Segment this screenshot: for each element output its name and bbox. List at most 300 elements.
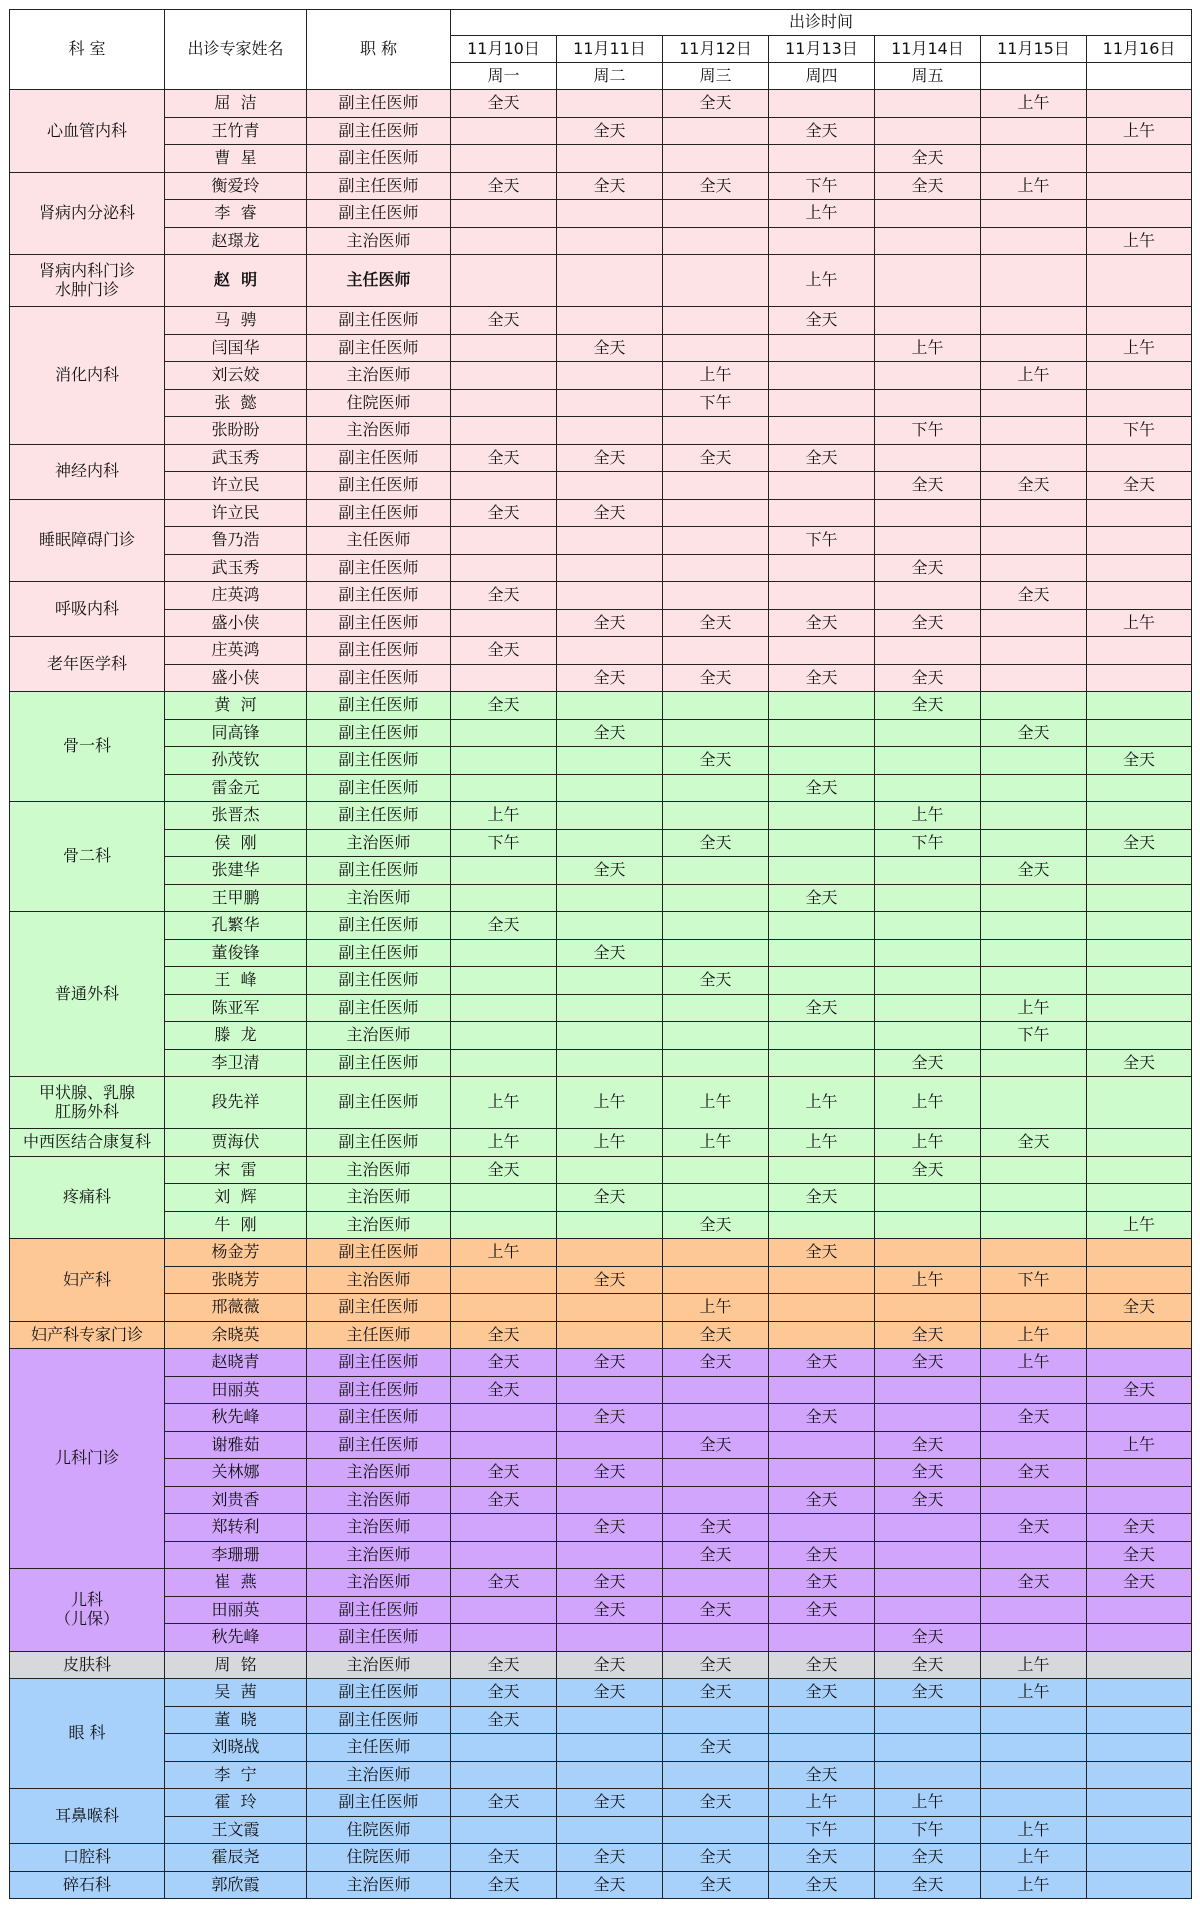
- doctor-title-cell: 副主任医师: [307, 444, 451, 472]
- schedule-cell: [875, 912, 981, 940]
- schedule-cell: 全天: [769, 1596, 875, 1624]
- schedule-cell: [1087, 255, 1192, 307]
- schedule-cell: 全天: [663, 1321, 769, 1349]
- doctor-name-cell: 周 铭: [165, 1651, 307, 1679]
- schedule-cell: 全天: [875, 554, 981, 582]
- schedule-cell: [451, 362, 557, 390]
- schedule-cell: [875, 1404, 981, 1432]
- schedule-cell: [663, 912, 769, 940]
- schedule-cell: 上午: [451, 802, 557, 830]
- schedule-cell: 上午: [663, 362, 769, 390]
- schedule-cell: [981, 1376, 1087, 1404]
- schedule-cell: 上午: [769, 255, 875, 307]
- department-cell: 疼痛科: [10, 1156, 165, 1239]
- schedule-cell: [451, 994, 557, 1022]
- doctor-title-cell: 副主任医师: [307, 747, 451, 775]
- doctor-title-cell: 副主任医师: [307, 637, 451, 665]
- table-row: [10, 1294, 1192, 1322]
- doctor-title-cell: 住院医师: [307, 1844, 451, 1872]
- schedule-cell: [875, 637, 981, 665]
- schedule-cell: [875, 1239, 981, 1267]
- schedule-cell: [663, 472, 769, 500]
- schedule-cell: 全天: [769, 994, 875, 1022]
- schedule-cell: 全天: [451, 1569, 557, 1597]
- table-row: [10, 389, 1192, 417]
- schedule-cell: [1087, 1022, 1192, 1050]
- doctor-name-cell: 王竹青: [165, 117, 307, 145]
- schedule-cell: [875, 200, 981, 228]
- doctor-title-cell: 副主任医师: [307, 774, 451, 802]
- schedule-cell: 全天: [557, 1514, 663, 1542]
- schedule-cell: 上午: [557, 1129, 663, 1157]
- table-row: [10, 527, 1192, 555]
- table-row: [10, 802, 1192, 830]
- doctor-title-cell: 副主任医师: [307, 307, 451, 335]
- schedule-cell: [769, 1266, 875, 1294]
- schedule-cell: [1087, 1734, 1192, 1762]
- schedule-cell: 全天: [451, 1459, 557, 1487]
- schedule-cell: 全天: [451, 1486, 557, 1514]
- schedule-cell: [875, 444, 981, 472]
- doctor-name-cell: 宋 雷: [165, 1156, 307, 1184]
- doctor-name-cell: 黄 河: [165, 692, 307, 720]
- schedule-cell: [769, 145, 875, 173]
- schedule-cell: 上午: [769, 1077, 875, 1129]
- schedule-cell: 全天: [663, 967, 769, 995]
- schedule-cell: 全天: [769, 117, 875, 145]
- table-row: [10, 200, 1192, 228]
- schedule-cell: [981, 1624, 1087, 1652]
- doctor-name-cell: 赵璟龙: [165, 227, 307, 255]
- schedule-cell: [663, 417, 769, 445]
- doctor-title-cell: 副主任医师: [307, 1624, 451, 1652]
- schedule-cell: [451, 389, 557, 417]
- schedule-cell: 下午: [981, 1022, 1087, 1050]
- doctor-name-cell: 张建华: [165, 857, 307, 885]
- schedule-cell: [663, 1376, 769, 1404]
- schedule-cell: [1087, 967, 1192, 995]
- schedule-cell: 全天: [557, 1459, 663, 1487]
- schedule-cell: [1087, 90, 1192, 118]
- doctor-name-cell: 杨金芳: [165, 1239, 307, 1267]
- schedule-cell: [1087, 664, 1192, 692]
- doctor-title-cell: 主治医师: [307, 227, 451, 255]
- schedule-cell: 全天: [451, 307, 557, 335]
- schedule-cell: 全天: [663, 172, 769, 200]
- schedule-cell: [981, 1789, 1087, 1817]
- schedule-cell: [981, 1486, 1087, 1514]
- doctor-name-cell: 刘云姣: [165, 362, 307, 390]
- schedule-cell: 全天: [875, 1459, 981, 1487]
- schedule-cell: [663, 1184, 769, 1212]
- schedule-cell: [875, 1376, 981, 1404]
- table-row: [10, 1376, 1192, 1404]
- header-date: 11月11日: [557, 36, 663, 63]
- schedule-cell: 全天: [769, 1184, 875, 1212]
- doctor-name-cell: 张晋杰: [165, 802, 307, 830]
- doctor-name-cell: 关林娜: [165, 1459, 307, 1487]
- table-row: [10, 1321, 1192, 1349]
- schedule-cell: 下午: [875, 417, 981, 445]
- doctor-title-cell: 副主任医师: [307, 172, 451, 200]
- table-row: [10, 1239, 1192, 1267]
- schedule-cell: 全天: [663, 829, 769, 857]
- schedule-cell: [1087, 362, 1192, 390]
- table-row: [10, 1211, 1192, 1239]
- schedule-cell: 上午: [663, 1077, 769, 1129]
- schedule-cell: [769, 1156, 875, 1184]
- schedule-cell: [875, 527, 981, 555]
- schedule-cell: [451, 1294, 557, 1322]
- doctor-name-cell: 李珊珊: [165, 1541, 307, 1569]
- doctor-name-cell: 贾海伏: [165, 1129, 307, 1157]
- schedule-cell: [663, 637, 769, 665]
- schedule-cell: [1087, 1651, 1192, 1679]
- doctor-name-cell: 李 睿: [165, 200, 307, 228]
- header-weekday: 周四: [769, 63, 875, 90]
- header-date: 11月14日: [875, 36, 981, 63]
- department-cell: 骨一科: [10, 692, 165, 802]
- schedule-cell: [663, 582, 769, 610]
- department-cell: 肾病内分泌科: [10, 172, 165, 255]
- schedule-cell: [1087, 1129, 1192, 1157]
- schedule-cell: [451, 554, 557, 582]
- schedule-cell: [557, 362, 663, 390]
- schedule-cell: [981, 227, 1087, 255]
- schedule-cell: [769, 389, 875, 417]
- schedule-cell: 全天: [557, 1789, 663, 1817]
- schedule-cell: [451, 1431, 557, 1459]
- schedule-cell: 上午: [981, 1816, 1087, 1844]
- schedule-cell: [557, 774, 663, 802]
- doctor-title-cell: 副主任医师: [307, 857, 451, 885]
- doctor-title-cell: 副主任医师: [307, 802, 451, 830]
- schedule-cell: [663, 1022, 769, 1050]
- department-cell: 心血管内科: [10, 90, 165, 173]
- schedule-cell: 全天: [1087, 1541, 1192, 1569]
- schedule-cell: [875, 1569, 981, 1597]
- schedule-cell: [451, 939, 557, 967]
- schedule-cell: [1087, 1486, 1192, 1514]
- schedule-cell: [557, 1239, 663, 1267]
- schedule-cell: 全天: [875, 1049, 981, 1077]
- schedule-cell: [1087, 912, 1192, 940]
- schedule-cell: [769, 1514, 875, 1542]
- schedule-cell: [663, 1404, 769, 1432]
- schedule-cell: [875, 90, 981, 118]
- department-cell: 骨二科: [10, 802, 165, 912]
- schedule-cell: 全天: [663, 1514, 769, 1542]
- doctor-name-cell: 刘贵香: [165, 1486, 307, 1514]
- schedule-cell: [557, 200, 663, 228]
- schedule-cell: [875, 884, 981, 912]
- header-date: 11月15日: [981, 36, 1087, 63]
- schedule-cell: 上午: [981, 1349, 1087, 1377]
- doctor-title-cell: 副主任医师: [307, 1294, 451, 1322]
- schedule-cell: [769, 829, 875, 857]
- schedule-cell: [557, 389, 663, 417]
- schedule-cell: 全天: [663, 664, 769, 692]
- schedule-cell: 全天: [451, 499, 557, 527]
- schedule-cell: 全天: [557, 719, 663, 747]
- schedule-cell: 全天: [875, 1486, 981, 1514]
- schedule-cell: 全天: [981, 719, 1087, 747]
- schedule-cell: 全天: [981, 1404, 1087, 1432]
- schedule-cell: [557, 1211, 663, 1239]
- schedule-cell: 全天: [981, 1129, 1087, 1157]
- doctor-title-cell: 主任医师: [307, 527, 451, 555]
- department-cell: 神经内科: [10, 444, 165, 499]
- schedule-cell: [1087, 1706, 1192, 1734]
- schedule-cell: 全天: [663, 444, 769, 472]
- table-row: [10, 1431, 1192, 1459]
- schedule-cell: [981, 1211, 1087, 1239]
- schedule-cell: [1087, 637, 1192, 665]
- schedule-cell: 下午: [769, 1816, 875, 1844]
- schedule-cell: [769, 802, 875, 830]
- schedule-cell: 下午: [875, 1816, 981, 1844]
- doctor-title-cell: 副主任医师: [307, 1349, 451, 1377]
- schedule-cell: [1087, 444, 1192, 472]
- table-row: [10, 1624, 1192, 1652]
- schedule-cell: 全天: [1087, 1376, 1192, 1404]
- schedule-cell: 全天: [981, 1459, 1087, 1487]
- header-title: 职 称: [307, 10, 451, 90]
- department-cell: 皮肤科: [10, 1651, 165, 1679]
- schedule-cell: [981, 802, 1087, 830]
- schedule-cell: 全天: [451, 1679, 557, 1707]
- schedule-cell: [663, 719, 769, 747]
- table-row: [10, 1022, 1192, 1050]
- schedule-cell: [663, 227, 769, 255]
- doctor-title-cell: 副主任医师: [307, 1789, 451, 1817]
- doctor-name-cell: 牛 刚: [165, 1211, 307, 1239]
- schedule-cell: [557, 1376, 663, 1404]
- schedule-cell: 上午: [1087, 117, 1192, 145]
- schedule-cell: [769, 939, 875, 967]
- schedule-cell: 全天: [875, 609, 981, 637]
- schedule-cell: 全天: [451, 1156, 557, 1184]
- schedule-cell: 上午: [981, 90, 1087, 118]
- schedule-cell: [557, 747, 663, 775]
- schedule-cell: 上午: [1087, 1431, 1192, 1459]
- schedule-cell: 全天: [557, 1679, 663, 1707]
- schedule-cell: [557, 1816, 663, 1844]
- schedule-cell: [663, 692, 769, 720]
- schedule-cell: [451, 1596, 557, 1624]
- schedule-cell: [663, 1486, 769, 1514]
- schedule-cell: [663, 1156, 769, 1184]
- schedule-cell: [769, 692, 875, 720]
- schedule-cell: 上午: [769, 1789, 875, 1817]
- department-cell: 睡眠障碍门诊: [10, 499, 165, 582]
- doctor-name-cell: 刘 辉: [165, 1184, 307, 1212]
- schedule-cell: 全天: [663, 1871, 769, 1899]
- schedule-cell: [451, 227, 557, 255]
- doctor-title-cell: 副主任医师: [307, 1679, 451, 1707]
- schedule-cell: 上午: [769, 1129, 875, 1157]
- doctor-name-cell: 曹 星: [165, 145, 307, 173]
- table-row: [10, 1459, 1192, 1487]
- doctor-title-cell: 副主任医师: [307, 472, 451, 500]
- schedule-cell: [663, 499, 769, 527]
- table-row: [10, 172, 1192, 200]
- department-cell: 眼 科: [10, 1679, 165, 1789]
- schedule-cell: [875, 1761, 981, 1789]
- schedule-cell: [981, 692, 1087, 720]
- schedule-cell: [981, 967, 1087, 995]
- schedule-cell: 全天: [769, 444, 875, 472]
- schedule-cell: [981, 200, 1087, 228]
- schedule-cell: 全天: [1087, 1049, 1192, 1077]
- schedule-cell: [981, 884, 1087, 912]
- schedule-cell: 下午: [875, 829, 981, 857]
- doctor-title-cell: 住院医师: [307, 1816, 451, 1844]
- schedule-cell: [451, 1266, 557, 1294]
- schedule-cell: 全天: [769, 1349, 875, 1377]
- table-row: [10, 1129, 1192, 1157]
- schedule-cell: [663, 802, 769, 830]
- schedule-cell: 全天: [875, 472, 981, 500]
- schedule-cell: [875, 1211, 981, 1239]
- schedule-cell: [1087, 1596, 1192, 1624]
- schedule-cell: [663, 1624, 769, 1652]
- schedule-container: [9, 9, 1192, 1899]
- schedule-cell: [663, 307, 769, 335]
- schedule-cell: 全天: [875, 1156, 981, 1184]
- schedule-cell: [875, 1734, 981, 1762]
- table-row: [10, 1679, 1192, 1707]
- schedule-cell: [981, 255, 1087, 307]
- schedule-cell: 全天: [875, 1844, 981, 1872]
- schedule-cell: [875, 1022, 981, 1050]
- schedule-cell: [557, 1431, 663, 1459]
- schedule-cell: [451, 417, 557, 445]
- doctor-title-cell: 主任医师: [307, 255, 451, 307]
- schedule-cell: [1087, 1239, 1192, 1267]
- table-row: [10, 692, 1192, 720]
- doctor-title-cell: 副主任医师: [307, 994, 451, 1022]
- schedule-cell: [769, 1294, 875, 1322]
- schedule-cell: [981, 307, 1087, 335]
- table-row: [10, 1486, 1192, 1514]
- schedule-cell: 全天: [451, 1844, 557, 1872]
- schedule-cell: 全天: [1087, 1514, 1192, 1542]
- doctor-title-cell: 副主任医师: [307, 1049, 451, 1077]
- table-row: [10, 664, 1192, 692]
- schedule-cell: 全天: [557, 172, 663, 200]
- schedule-cell: 上午: [451, 1077, 557, 1129]
- table-row: [10, 1871, 1192, 1899]
- schedule-cell: 全天: [557, 1871, 663, 1899]
- doctor-name-cell: 余晓英: [165, 1321, 307, 1349]
- table-body: [10, 90, 1192, 1899]
- schedule-cell: 全天: [451, 1789, 557, 1817]
- schedule-cell: [769, 1376, 875, 1404]
- department-cell: 中西医结合康复科: [10, 1129, 165, 1157]
- schedule-cell: [875, 994, 981, 1022]
- doctor-title-cell: 主任医师: [307, 1734, 451, 1762]
- schedule-cell: [1087, 1349, 1192, 1377]
- schedule-cell: 全天: [557, 1266, 663, 1294]
- schedule-cell: 上午: [451, 1129, 557, 1157]
- schedule-cell: [981, 1294, 1087, 1322]
- table-row: [10, 1349, 1192, 1377]
- doctor-title-cell: 副主任医师: [307, 334, 451, 362]
- doctor-title-cell: 住院医师: [307, 389, 451, 417]
- schedule-cell: 全天: [1087, 472, 1192, 500]
- header-date: 11月10日: [451, 36, 557, 63]
- schedule-cell: [981, 1184, 1087, 1212]
- schedule-cell: [557, 90, 663, 118]
- schedule-cell: [875, 117, 981, 145]
- table-row: [10, 609, 1192, 637]
- header-schedule: 出诊时间: [451, 10, 1192, 36]
- schedule-cell: [769, 417, 875, 445]
- schedule-cell: 全天: [875, 1624, 981, 1652]
- schedule-cell: [1087, 884, 1192, 912]
- schedule-cell: [1087, 1624, 1192, 1652]
- schedule-cell: 全天: [557, 1844, 663, 1872]
- clinic-schedule-table: [9, 9, 1192, 1899]
- schedule-cell: 全天: [557, 334, 663, 362]
- schedule-cell: 上午: [981, 994, 1087, 1022]
- header-weekday: 周三: [663, 63, 769, 90]
- doctor-name-cell: 秋先峰: [165, 1404, 307, 1432]
- schedule-cell: 全天: [451, 444, 557, 472]
- doctor-title-cell: 副主任医师: [307, 90, 451, 118]
- schedule-cell: [981, 145, 1087, 173]
- schedule-cell: [557, 1049, 663, 1077]
- schedule-cell: 全天: [981, 472, 1087, 500]
- doctor-name-cell: 刘晓战: [165, 1734, 307, 1762]
- schedule-cell: [981, 1706, 1087, 1734]
- table-row: [10, 417, 1192, 445]
- schedule-cell: 全天: [875, 1349, 981, 1377]
- schedule-cell: [875, 719, 981, 747]
- schedule-cell: [451, 857, 557, 885]
- doctor-name-cell: 张盼盼: [165, 417, 307, 445]
- schedule-cell: 全天: [451, 692, 557, 720]
- schedule-cell: 上午: [981, 1871, 1087, 1899]
- schedule-cell: [1087, 939, 1192, 967]
- schedule-cell: 全天: [769, 1569, 875, 1597]
- schedule-cell: [557, 829, 663, 857]
- schedule-cell: [1087, 1679, 1192, 1707]
- schedule-cell: 上午: [875, 1789, 981, 1817]
- schedule-cell: 上午: [1087, 227, 1192, 255]
- schedule-cell: 全天: [875, 1321, 981, 1349]
- doctor-name-cell: 许立民: [165, 499, 307, 527]
- doctor-name-cell: 霍辰尧: [165, 1844, 307, 1872]
- schedule-cell: [451, 774, 557, 802]
- table-row: [10, 1844, 1192, 1872]
- table-row: [10, 1266, 1192, 1294]
- schedule-cell: [451, 747, 557, 775]
- header-dept: 科 室: [10, 10, 165, 90]
- schedule-cell: [557, 1486, 663, 1514]
- schedule-cell: 上午: [981, 362, 1087, 390]
- header-name: 出诊专家姓名: [165, 10, 307, 90]
- doctor-name-cell: 王文霞: [165, 1816, 307, 1844]
- schedule-cell: 全天: [875, 1679, 981, 1707]
- schedule-cell: 下午: [981, 1266, 1087, 1294]
- table-row: [10, 994, 1192, 1022]
- doctor-name-cell: 赵 明: [165, 255, 307, 307]
- header-weekday: [981, 63, 1087, 90]
- schedule-cell: 全天: [769, 1404, 875, 1432]
- schedule-cell: [557, 417, 663, 445]
